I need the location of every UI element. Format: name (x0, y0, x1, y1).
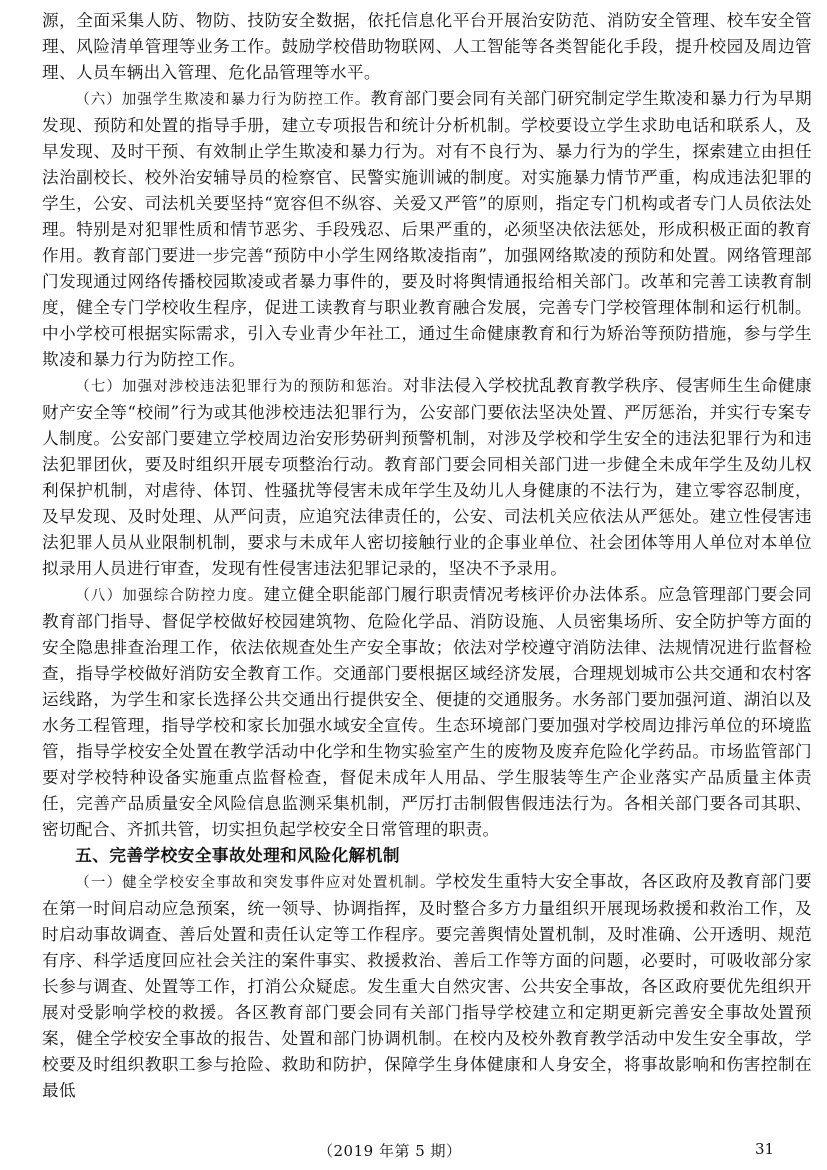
paragraph-continuation: 源，全面采集人防、物防、技防安全数据，依托信息化平台开展治安防范、消防安全管理、校车安全管理、风险清单管理等业务工作。鼓励学校借助物联网、人工智能等各类智能化手段，提升校园及周边管理、人员车辆出入管理、危化品管理等水平。 (42, 11, 812, 82)
subsection-title: （七）加强对涉校违法犯罪行为的预防和惩治。 (75, 379, 403, 395)
paragraph-crime-prevention (42, 373, 812, 582)
page-footer (0, 1140, 827, 1164)
paragraph-comprehensive-control (42, 582, 812, 843)
paragraph-text: 对非法侵入学校扰乱教育教学秩序、侵害师生生命健康财产安全等“校闹”行为或其他涉校违法犯罪行为，公安部门要依法坚决处置、严厉惩治，并实行专案专人制度。公安部门要建立学校周边治安形势研判预警机制，对涉及学校和学生安全的违法犯罪行为和违法犯罪团伙，要及时组织开展专项整治行动。教育部门要会同相关部门进一步健全未成年学生及幼儿权利保护机制，对虐待、体罚、性骚扰等侵害未成年学生及幼儿人身健康的不法行为，建立零容忍制度，及早发现、及时处理、从严问责，应追究法律责任的，公安、司法机关应依法从严惩处。建立性侵害违法犯罪人员从业限制机制，要求与未成年人密切接触行业的企事业单位、社会团体等用人单位对本单位拟录用人员进行审查，发现有性侵害违法犯罪记录的，坚决不予录用。 (42, 376, 813, 578)
subsection-title: （六）加强学生欺凌和暴力行为防控工作。 (75, 92, 371, 108)
document-body (42, 8, 812, 1104)
paragraph-emergency-response (42, 869, 812, 1104)
issue-label: （2019 年第 5 期） (318, 1142, 462, 1160)
paragraph-text: 教育部门要会同有关部门研究制定学生欺凌和暴力行为早期发现、预防和处置的指导手册，建立专项报告和统计分析机制。学校要设立学生求助电话和联系人，及早发现、及时干预、有效制止学生欺凌和暴力行为。对有不良行为、暴力行为的学生，探索建立由担任法治副校长、校外治安辅导员的检察官、民警实施训诫的制度。对实施暴力情节严重，构成违法犯罪的学生，公安、司法机关要坚持“宽容但不纵容、关爱又严管”的原则，指定专门机构或者专门人员依法处理。特别是对犯罪性质和情节恶劣、手段残忍、后果严重的，必须坚决依法惩处，形成积极正面的教育作用。教育部门要进一步完善“预防中小学生网络欺凌指南”，加强网络欺凌的预防和处置。网络管理部门发现通过网络传播校园欺凌或者暴力事件的，要及时将舆情通报给相关部门。改革和完善工读教育制度，健全专门学校收生程序，促进工读教育与职业教育融合发展，完善专门学校管理体制和运行机制。中小学校可根据实际需求，引入专业青少年社工，通过生命健康教育和行为矫治等预防措施，参与学生欺凌和暴力行为防控工作。 (42, 89, 812, 369)
page-number: 31 (755, 1140, 775, 1158)
subsection-title: （一）健全学校安全事故和突发事件应对处置机制。 (75, 875, 436, 891)
paragraph-text: 学校发生重特大安全事故，各区政府及教育部门要在第一时间启动应急预案，统一领导、协调指挥，及时整合多方力量组织开展现场救援和救治工作，及时启动事故调查、善后处置和责任认定等工作程序。要完善舆情处置机制，及时准确、公开透明、规范有序、科学适度回应社会关注的案件事实、救援救治、善后工作等方面的问题，必要时，可吸收部分家长参与调查、处置等工作，打消公众疑虑。发生重大自然灾害、公共安全事故，各区政府要优先组织开展对受影响学校的救援。各区教育部门要会同有关部门指导学校建立和定期更新完善安全事故处置预案，健全学校安全事故的报告、处置和部门协调机制。在校内及校外教育教学活动中发生安全事故，学校要及时组织教职工参与抢险、救助和防护，保障学生身体健康和人身安全，将事故影响和伤害控制在最低 (42, 872, 813, 1100)
paragraph-bullying-prevention (42, 86, 812, 373)
subsection-title: （八）加强综合防控力度。 (75, 588, 264, 604)
paragraph-text: 建立健全职能部门履行职责情况考核评价办法体系。应急管理部门要会同教育部门指导、督促学校做好校园建筑物、危险化学品、消防设施、人员密集场所、安全防护等方面的安全隐患排查治理工作，依法依规查处生产安全事故；依法对学校遵守消防法律、法规情况进行监督检查，指导学校做好消防安全教育工作。交通部门要根据区域经济发展，合理规划城市公共交通和农村客运线路，为学生和家长选择公共交通出行提供安全、便捷的交通服务。水务部门要加强河道、湖泊以及水务工程管理，指导学校和家长加强水域安全宣传。生态环境部门要加强对学校周边排污单位的环境监管，指导学校安全处置在教学活动中化学和生物实验室产生的废物及废弃危险化学药品。市场监管部门要对学校特种设备实施重点监督检查，督促未成年人用品、学生服装等生产企业落实产品质量主体责任，完善产品质量安全风险信息监测采集机制，严厉打击制假售假违法行为。各相关部门要各司其职、密切配合、齐抓共管，切实担负起学校安全日常管理的职责。 (42, 585, 812, 839)
section-heading: 五、完善学校安全事故处理和风险化解机制 (75, 846, 400, 865)
